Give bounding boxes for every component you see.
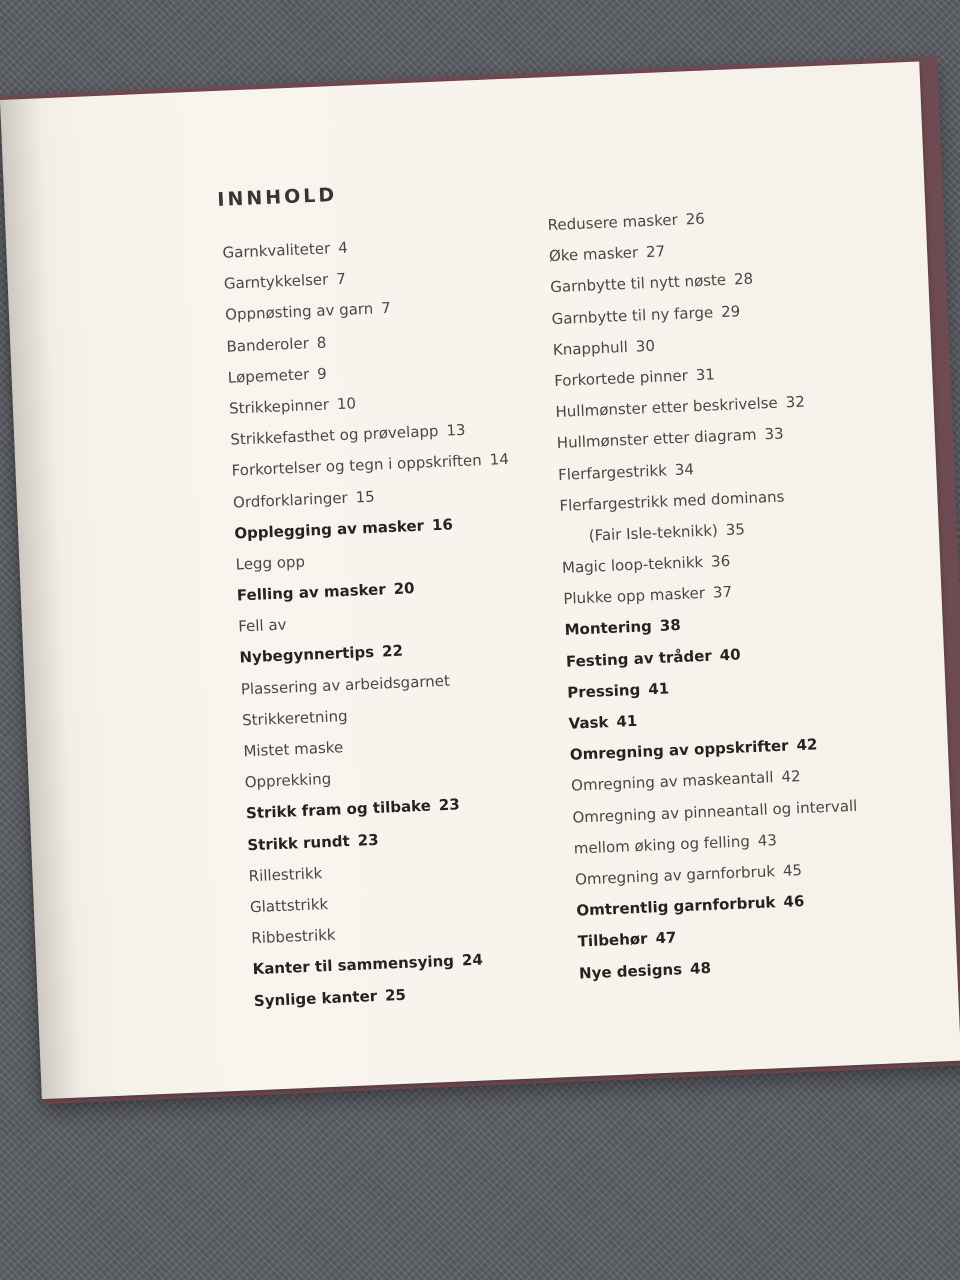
toc-entry-title: Rillestrikk	[248, 863, 323, 886]
toc-entry-page-number: 9	[316, 364, 328, 383]
toc-entry-title: Omtrentlig garnforbruk	[576, 893, 776, 920]
toc-entry-title: Garnbytte til nytt nøste	[549, 271, 727, 297]
toc-entry-title: Ribbestrikk	[250, 925, 336, 948]
toc-entry-title: Strikkeretning	[241, 706, 348, 730]
toc-entry-page-number: 23	[357, 830, 379, 850]
toc-entry-page-number: 48	[689, 958, 712, 978]
toc-entry-title: Glattstrikk	[249, 894, 329, 917]
toc-entry-page-number: 27	[645, 242, 666, 262]
toc-entry-page-number: 15	[355, 487, 376, 506]
toc-entry-page-number: 29	[720, 301, 741, 321]
toc-entry-title: Forkortelser og tegn i oppskriften	[231, 451, 483, 480]
toc-entry-page-number: 42	[796, 735, 818, 755]
toc-entry-title: Omregning av pinneantall og intervall	[572, 796, 858, 827]
toc-entry-page-number: 37	[712, 583, 733, 602]
toc-entry-page-number: 32	[785, 392, 806, 412]
toc-entry-page-number: 10	[336, 394, 357, 414]
toc-entry-page-number: 25	[384, 985, 407, 1005]
toc-entry-page-number: 14	[489, 450, 510, 470]
toc-entry-title: Garntykkelser	[223, 270, 329, 293]
toc-entry-page-number: 24	[461, 950, 484, 970]
toc-entry-title: Løpemeter	[227, 365, 310, 387]
toc-entry-title: Vask	[568, 713, 609, 733]
toc-entry-title: Tilbehør	[577, 929, 648, 951]
toc-entry-page-number: 23	[438, 795, 461, 815]
toc-entry-page-number: 7	[335, 269, 347, 289]
toc-entry-page-number: 38	[659, 616, 682, 636]
toc-entry-page-number: 20	[393, 579, 415, 598]
toc-entry-page-number: 13	[446, 420, 466, 440]
toc-entry-page-number: 28	[733, 270, 754, 289]
toc-entry-title: Hullmønster etter diagram	[556, 425, 757, 453]
toc-entry-page-number: 30	[635, 336, 656, 356]
toc-entry-page-number: 35	[725, 520, 746, 539]
toc-entry-page-number: 43	[757, 830, 778, 850]
toc-entry-title: Strikk rundt	[247, 831, 351, 854]
toc-entry-page-number: 45	[782, 861, 803, 880]
toc-entry-title: Festing av tråder	[565, 646, 713, 671]
toc-entry-title: Banderoler	[226, 333, 310, 356]
toc-entry-title: (Fair Isle-teknikk)	[588, 521, 719, 545]
book-page	[0, 61, 960, 1099]
toc-entry-page-number: 34	[674, 459, 695, 479]
toc-entry-page-number: 33	[764, 424, 784, 444]
toc-entry-title: Fell av	[237, 615, 287, 636]
toc-entry-title: Garnkvaliteter	[222, 239, 331, 262]
toc-entry-title: Ordforklaringer	[232, 488, 348, 512]
toc-entry-title: Oppnøsting av garn	[224, 299, 374, 325]
toc-entry-title: Plukke opp masker	[563, 584, 706, 609]
toc-entry-title: Omregning av garnforbruk	[574, 862, 776, 889]
toc-entry-title: Pressing	[566, 680, 641, 702]
toc-entry-page-number: 47	[655, 928, 677, 948]
toc-entry-title: Kanter til sammensying	[252, 952, 455, 979]
toc-entry-title: Redusere masker	[547, 210, 679, 235]
toc-entry-title: Hullmønster etter beskrivelse	[555, 393, 779, 422]
toc-entry-page-number: 4	[337, 238, 349, 257]
toc-entry-page-number: 7	[380, 299, 392, 318]
toc-entry-page-number: 42	[781, 767, 801, 787]
toc-entry-title: Strikkefasthet og prøvelapp	[230, 422, 439, 449]
toc-entry-page-number: 22	[381, 642, 404, 661]
toc-entry-page-number: 26	[685, 209, 706, 229]
toc-entry-title: Synlige kanter	[253, 986, 378, 1010]
toc-column-right	[547, 198, 864, 989]
toc-entry-page-number: 41	[616, 711, 638, 731]
toc-entry-title: Opplegging av masker	[233, 516, 425, 543]
toc-entry-title: Nye designs	[578, 959, 683, 983]
toc-column-left	[222, 226, 532, 1017]
toc-entry-title: Plassering av arbeidsgarnet	[240, 671, 451, 699]
toc-entry-page-number: 40	[719, 645, 741, 664]
toc-entry-title: Omregning av maskeantall	[570, 768, 774, 796]
toc-entry-title: Øke masker	[548, 243, 639, 266]
toc-entry-title: Flerfargestrikk med dominans	[559, 487, 785, 515]
toc-entry-title: Strikk fram og tilbake	[245, 796, 432, 823]
toc-entry-title: Felling av masker	[236, 580, 387, 605]
toc-entry-title: Nybegynnertips	[239, 643, 375, 667]
toc-entry-title: Strikkepinner	[228, 395, 330, 418]
toc-entry-title: Opprekking	[244, 769, 332, 792]
toc-entry-title: Mistet maske	[243, 738, 344, 761]
toc-entry-title: mellom øking og felling	[573, 832, 751, 858]
toc-title: INNHOLD	[216, 183, 338, 211]
toc-entry-title: Magic loop-teknikk	[561, 553, 704, 577]
toc-entry-title: Garnbytte til ny farge	[551, 302, 714, 328]
toc-entry-page-number: 36	[710, 551, 731, 571]
toc-entry-title: Flerfargestrikk	[557, 460, 668, 484]
toc-entry-title: Knapphull	[552, 337, 629, 359]
toc-entry-page-number: 31	[695, 365, 716, 385]
toc-entry-page-number: 46	[783, 892, 805, 912]
toc-entry-title: Forkortede pinner	[553, 366, 689, 390]
toc-entry-page-number: 8	[316, 333, 327, 352]
toc-entry-page-number: 16	[431, 515, 454, 534]
toc-entry-title: Omregning av oppskrifter	[569, 736, 789, 764]
toc-entry-page-number: 41	[647, 679, 670, 699]
toc-entry-title: Montering	[564, 617, 653, 640]
toc-entry-title: Legg opp	[235, 552, 306, 574]
